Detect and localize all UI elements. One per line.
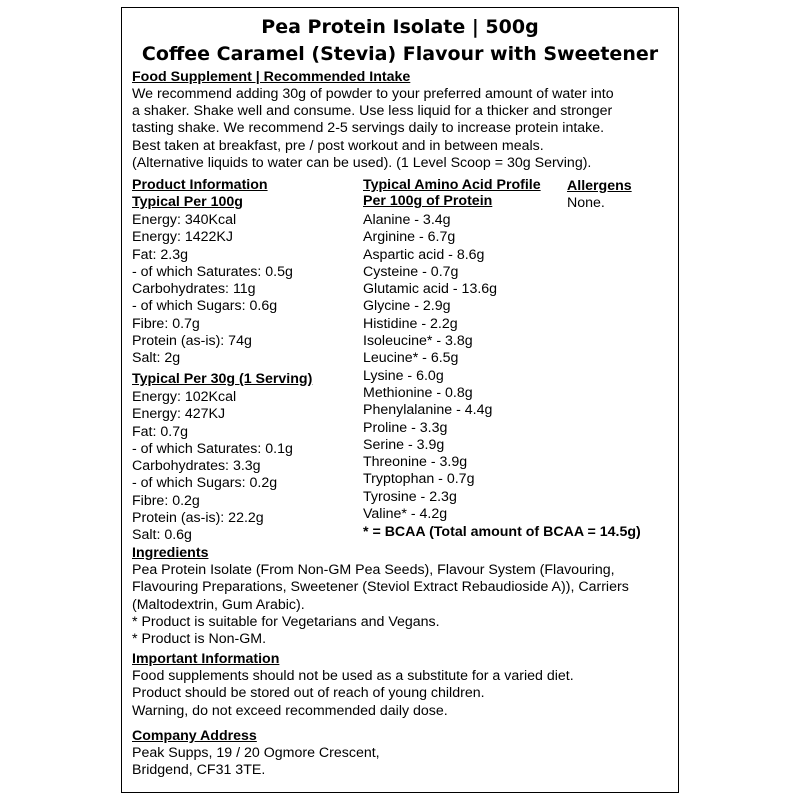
important-line: Warning, do not exceed recommended daily dose.	[132, 702, 448, 719]
amino-acid-row: Histidine - 2.2g	[363, 315, 458, 332]
important-information-heading: Important Information	[132, 651, 280, 667]
amino-acid-row: Aspartic acid - 8.6g	[363, 246, 485, 263]
amino-acid-row: Tryptophan - 0.7g	[363, 471, 475, 488]
address-line: Peak Supps, 19 / 20 Ogmore Crescent,	[132, 745, 380, 761]
amino-acid-row: Alanine - 3.4g	[363, 212, 451, 228]
amino-acid-row: Leucine* - 6.5g	[363, 350, 459, 367]
nutrition-row: Energy: 340Kcal	[132, 212, 237, 228]
amino-acid-row: Glycine - 2.9g	[363, 298, 451, 315]
product-information-heading: Product Information	[132, 177, 268, 193]
ingredients-text	[132, 562, 629, 648]
nutrition-row: Protein (as-is): 22.2g	[132, 510, 264, 527]
nutrition-row: Fat: 2.3g	[132, 246, 188, 263]
recommended-line: We recommend adding 30g of powder to your preferred amount of water into	[132, 86, 614, 102]
ingredients-line: Pea Protein Isolate (From Non-GM Pea Seeds), Flavour System (Flavouring,	[132, 562, 615, 578]
allergens-value: None.	[567, 195, 605, 211]
amino-acid-row: Valine* - 4.2g	[363, 506, 448, 523]
nutrition-row: Energy: 1422KJ	[132, 229, 233, 246]
nutrition-row: Fat: 0.7g	[132, 423, 188, 440]
important-information-text	[132, 668, 574, 720]
amino-acid-row: Cysteine - 0.7g	[363, 263, 459, 280]
amino-acid-subheading: Per 100g of Protein	[363, 193, 493, 209]
nutrition-row: Carbohydrates: 11g	[132, 281, 256, 298]
ingredients-line: * Product is suitable for Vegetarians and Vegans.	[132, 613, 440, 630]
nutrition-row: Energy: 427KJ	[132, 406, 226, 423]
recommended-line: tasting shake. We recommend 2-5 servings daily to increase protein intake.	[132, 120, 605, 137]
nutrition-row: - of which Sugars: 0.6g	[132, 298, 278, 315]
ingredients-line: Flavouring Preparations, Sweetener (Steviol Extract Rebaudioside A)), Carriers	[132, 579, 629, 596]
ingredients-line: (Maltodextrin, Gum Arabic).	[132, 596, 305, 613]
ingredients-heading: Ingredients	[132, 545, 209, 561]
nutrition-row: - of which Saturates: 0.1g	[132, 440, 293, 457]
bcaa-note: * = BCAA (Total amount of BCAA = 14.5g)	[363, 524, 641, 540]
amino-acid-row: Lysine - 6.0g	[363, 367, 444, 384]
amino-acid-heading: Typical Amino Acid Profile	[363, 177, 541, 193]
amino-acid-row: Serine - 3.9g	[363, 436, 445, 453]
ingredients-line: * Product is Non-GM.	[132, 631, 267, 648]
address-line: Bridgend, CF31 3TE.	[132, 762, 266, 779]
per-30g-heading: Typical Per 30g (1 Serving)	[132, 371, 313, 387]
company-address-text	[132, 745, 380, 780]
per-30g-nutrition-list	[132, 389, 293, 545]
amino-acid-row: Arginine - 6.7g	[363, 229, 456, 246]
nutrition-row: Protein (as-is): 74g	[132, 333, 252, 350]
amino-acid-row: Glutamic acid - 13.6g	[363, 281, 498, 298]
per-100g-nutrition-list	[132, 212, 293, 368]
recommended-line: a shaker. Shake well and consume. Use less liquid for a thicker and stronger	[132, 103, 613, 120]
amino-acid-row: Proline - 3.3g	[363, 419, 448, 436]
company-address-heading: Company Address	[132, 728, 257, 744]
recommended-line: (Alternative liquids to water can be used). (1 Level Scoop = 30g Serving).	[132, 154, 592, 171]
amino-acid-row: Phenylalanine - 4.4g	[363, 402, 493, 419]
amino-acid-list	[363, 212, 497, 523]
amino-acid-row: Tyrosine - 2.3g	[363, 488, 457, 505]
recommended-intake-heading: Food Supplement | Recommended Intake	[132, 69, 411, 85]
nutrition-row: Salt: 2g	[132, 350, 181, 367]
amino-acid-row: Threonine - 3.9g	[363, 454, 468, 471]
nutrition-row: Energy: 102Kcal	[132, 389, 237, 405]
product-title: Pea Protein Isolate | 500g	[261, 16, 539, 38]
product-flavour-title: Coffee Caramel (Stevia) Flavour with Sweetener	[141, 43, 659, 65]
amino-acid-row: Methionine - 0.8g	[363, 384, 473, 401]
nutrition-row: - of which Saturates: 0.5g	[132, 263, 293, 280]
nutrition-row: - of which Sugars: 0.2g	[132, 475, 278, 492]
recommended-line: Best taken at breakfast, pre / post workout and in between meals.	[132, 137, 544, 154]
nutrition-row: Fibre: 0.7g	[132, 315, 200, 332]
nutrition-row: Carbohydrates: 3.3g	[132, 458, 261, 475]
nutrition-row: Salt: 0.6g	[132, 527, 192, 544]
important-line: Food supplements should not be used as a substitute for a varied diet.	[132, 668, 574, 684]
important-line: Product should be stored out of reach of young children.	[132, 685, 485, 702]
recommended-intake-text	[132, 86, 614, 172]
allergens-heading: Allergens	[567, 178, 632, 194]
nutrition-row: Fibre: 0.2g	[132, 492, 200, 509]
amino-acid-row: Isoleucine* - 3.8g	[363, 333, 473, 350]
per-100g-heading: Typical Per 100g	[132, 194, 243, 210]
